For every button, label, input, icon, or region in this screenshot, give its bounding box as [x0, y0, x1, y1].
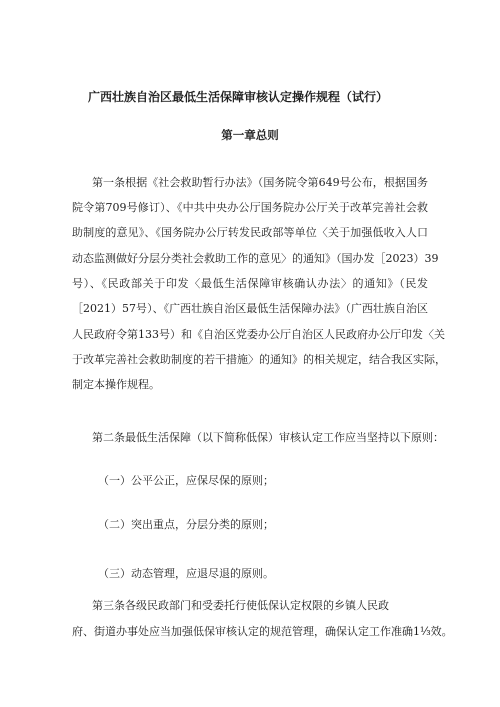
article2-intro: 第二条最低生活保障（以下简称低保）审核认定工作应当坚持以下原则： — [92, 431, 444, 444]
article2-item-1: （一）公平公正，应保尽保的原则； — [98, 474, 274, 487]
article1-line-5: 号）、《民政部关于印发〈最低生活保障审核确认办法〉的通知》（民发 — [72, 277, 428, 290]
article1-line-4: 动态监测做好分层分类社会救助工作的意见〉的通知》（国办发［2023）39 — [72, 252, 439, 265]
article1-line-3: 助制度的意见》、《国务院办公厅转发民政部等单位〈关于加强低收入人口 — [72, 226, 428, 239]
article2-item-2: （二）突出重点，分层分类的原则； — [98, 518, 274, 531]
article1-line-8: 于改革完善社会救助制度的若干措施〉的通知》的相关规定，结合我区实际， — [72, 353, 446, 366]
article1-line-7: 人民政府令第133号）和《自治区党委办公厅自治区人民政府办公厅印发〈关 — [72, 328, 445, 341]
chapter-heading: 第一章总则 — [221, 128, 279, 142]
article2-item-3: （三）动态管理，应退尽退的原则。 — [98, 567, 274, 580]
article1-line-9: 制定本操作规程。 — [72, 378, 160, 391]
article3-line-1: 第三条各级民政部门和受委托行使低保认定权限的乡镇人民政 — [92, 599, 389, 612]
article1-line-1: 第一条根据《社会救助暂行办法》（国务院令第649号公布，根据国务 — [92, 176, 428, 189]
article1-line-2: 院令第709号修订）、《中共中央办公厅国务院办公厅关于改革完善社会救 — [72, 201, 428, 214]
document-title: 广西壮族自治区最低生活保障审核认定操作规程（试行） — [88, 90, 389, 104]
article3-line-2: 府、街道办事处应当加强低保审核认定的规范管理，确保认定工作准确1⅓效。 — [72, 625, 453, 638]
article1-line-6: ［2021）57号）、《广西壮族自治区最低生活保障办法》（广西壮族自治区 — [72, 302, 428, 315]
